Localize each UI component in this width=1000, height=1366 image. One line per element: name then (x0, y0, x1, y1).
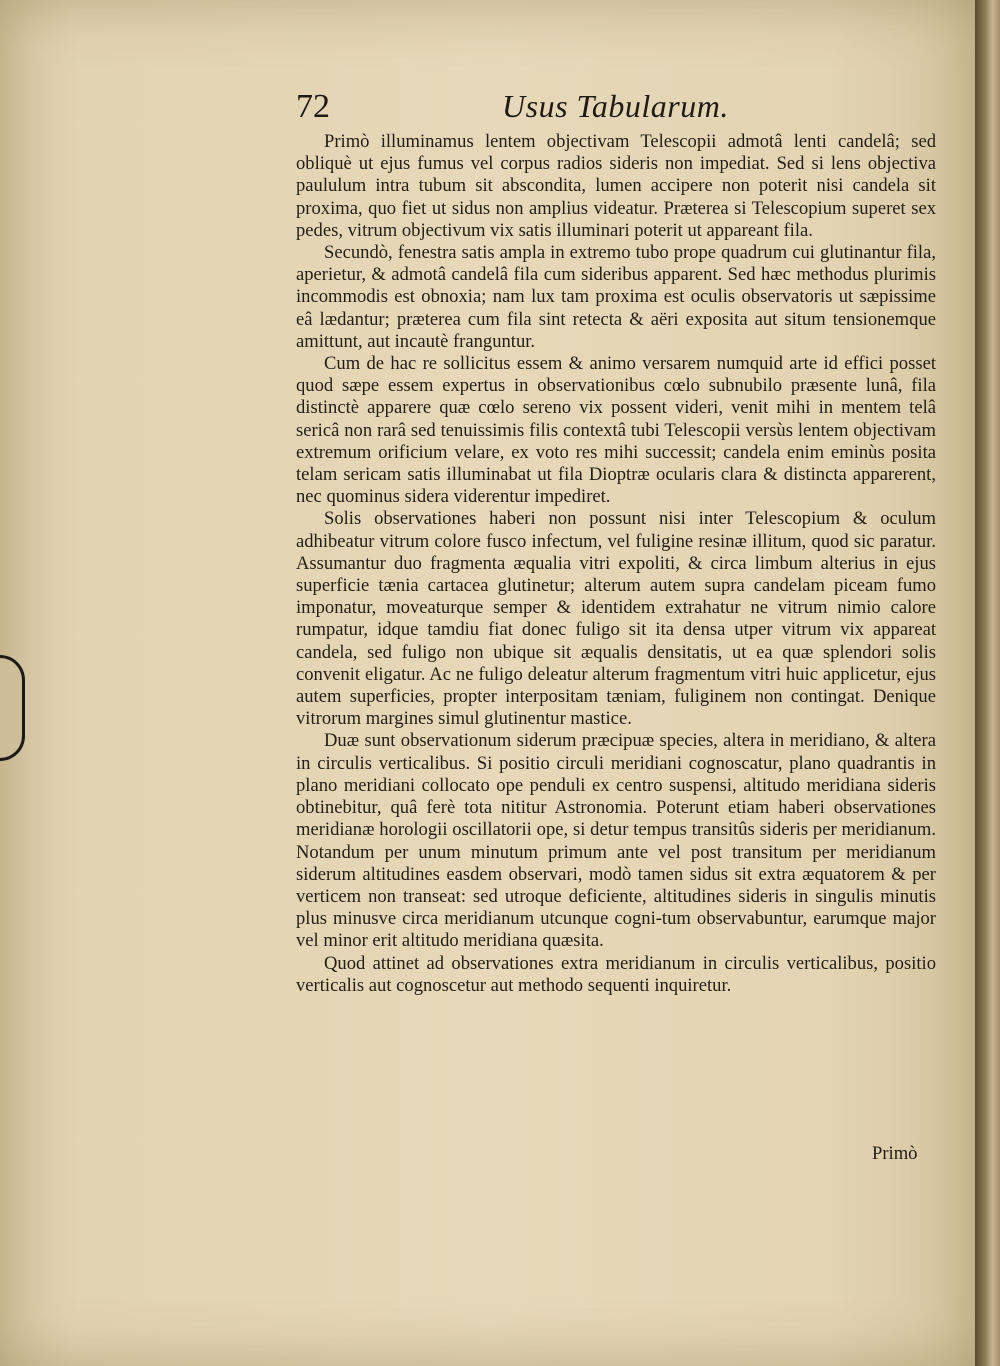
catchword: Primò (872, 1143, 918, 1164)
paragraph-4: Solis observationes haberi non possunt nisi inter Telescopium & oculum adhibeatur vitrum colore fusco infectum, vel fuligine resinæ illitum, quod sic paratur. Assumantur duo fragmenta æqualia vitri expoliti, & circa limbum alterius in ejus superficie tænia cartacea glutinetur; alterum autem supra candelam piceam fumo imponatur, moveaturque semper & identidem extrahatur ne vitrum nimio calore rumpatur, idque tamdiu fiat donec fuligo sit ita densa utper vitrum vix appareat candela, sed fuligo non ubique sit æqualis densitatis, ut ea quæ splendori solis convenit eligatur. Ac ne fuligo deleatur alterum fragmentum vitri huic applicetur, ejus autem superficies, propter interpositam tæniam, fuliginem non contingat. Denique vitrorum margines simul glutinentur mastice. (296, 508, 936, 730)
binding-tab (0, 655, 25, 761)
running-head-title: Usus Tabularum. (502, 88, 729, 124)
paragraph-3: Cum de hac re sollicitus essem & animo versarem numquid arte id effici posset quod sæpe essem expertus in observationibus cœlo subnubilo præsente lunâ, fila distinctè apparere quæ cœlo sereno vix possent videri, venit mihi in mentem telâ sericâ non rarâ sed tenuissimis filis contextâ tubi Telescopii versùs lentem objectivam extremum orificium velare, ex voto res mihi successit; candela enim eminùs posita telam sericam satis illuminabat ut fila Dioptræ ocularis clara & distincta apparerent, nec quominus sidera viderentur impediret. (296, 353, 936, 508)
paragraph-6: Quod attinet ad observationes extra meridianum in circulis verticalibus, positio verticalis aut cognoscetur aut methodo sequenti inquiretur. (296, 952, 936, 996)
paragraph-1: Primò illuminamus lentem objectivam Telescopii admotâ lenti candelâ; sed obliquè ut ejus fumus vel corpus radios sideris non impediat. Sed si lens objectiva paululum intra tubum sit abscondita, lumen accipere non poterit nisi candela sit proxima, quo fiet ut sidus non amplius videatur. Præterea si Telescopium superet sex pedes, vitrum objectivum vix satis illuminari poterit ut appareant fila. (296, 131, 936, 241)
body-text (296, 131, 936, 997)
page-edge (975, 0, 1000, 1366)
paragraph-5: Duæ sunt observationum siderum præcipuæ species, altera in meridiano, & altera in circulis verticalibus. Si positio circuli meridiani cognoscatur, plano quadrantis in plano meridiani collocato ope penduli ex centro suspensi, altitudo meridiana sideris obtinebitur, quâ ferè tota nititur Astronomia. Poterunt etiam haberi observationes meridianæ horologii oscillatorii ope, si detur tempus transitûs sideris per meridianum. Notandum per unum minutum primum ante vel post transitum per meridianum siderum altitudines easdem observari, modò tamen sidus sit extra æquatorem & per verticem non transeat: sed utroque deficiente, altitudines sideris in singulis minutis plus minusve circa meridianum utcunque cogni-tum observabuntur, earumque major vel minor erit altitudo meridiana quæsita. (296, 730, 936, 952)
running-head (296, 88, 936, 132)
paragraph-2: Secundò, fenestra satis ampla in extremo tubo prope quadrum cui glutinantur fila, aperietur, & admotâ candelâ fila cum sideribus apparent. Sed hæc methodus plurimis incommodis est obnoxia; nam lux tam proxima est oculis observatoris ut sæpissime eâ lædantur; præterea cum fila sint retecta & aëri exposita aut situm tensionemque amittunt, aut incautè franguntur. (296, 242, 936, 352)
page-number: 72 (296, 88, 330, 125)
